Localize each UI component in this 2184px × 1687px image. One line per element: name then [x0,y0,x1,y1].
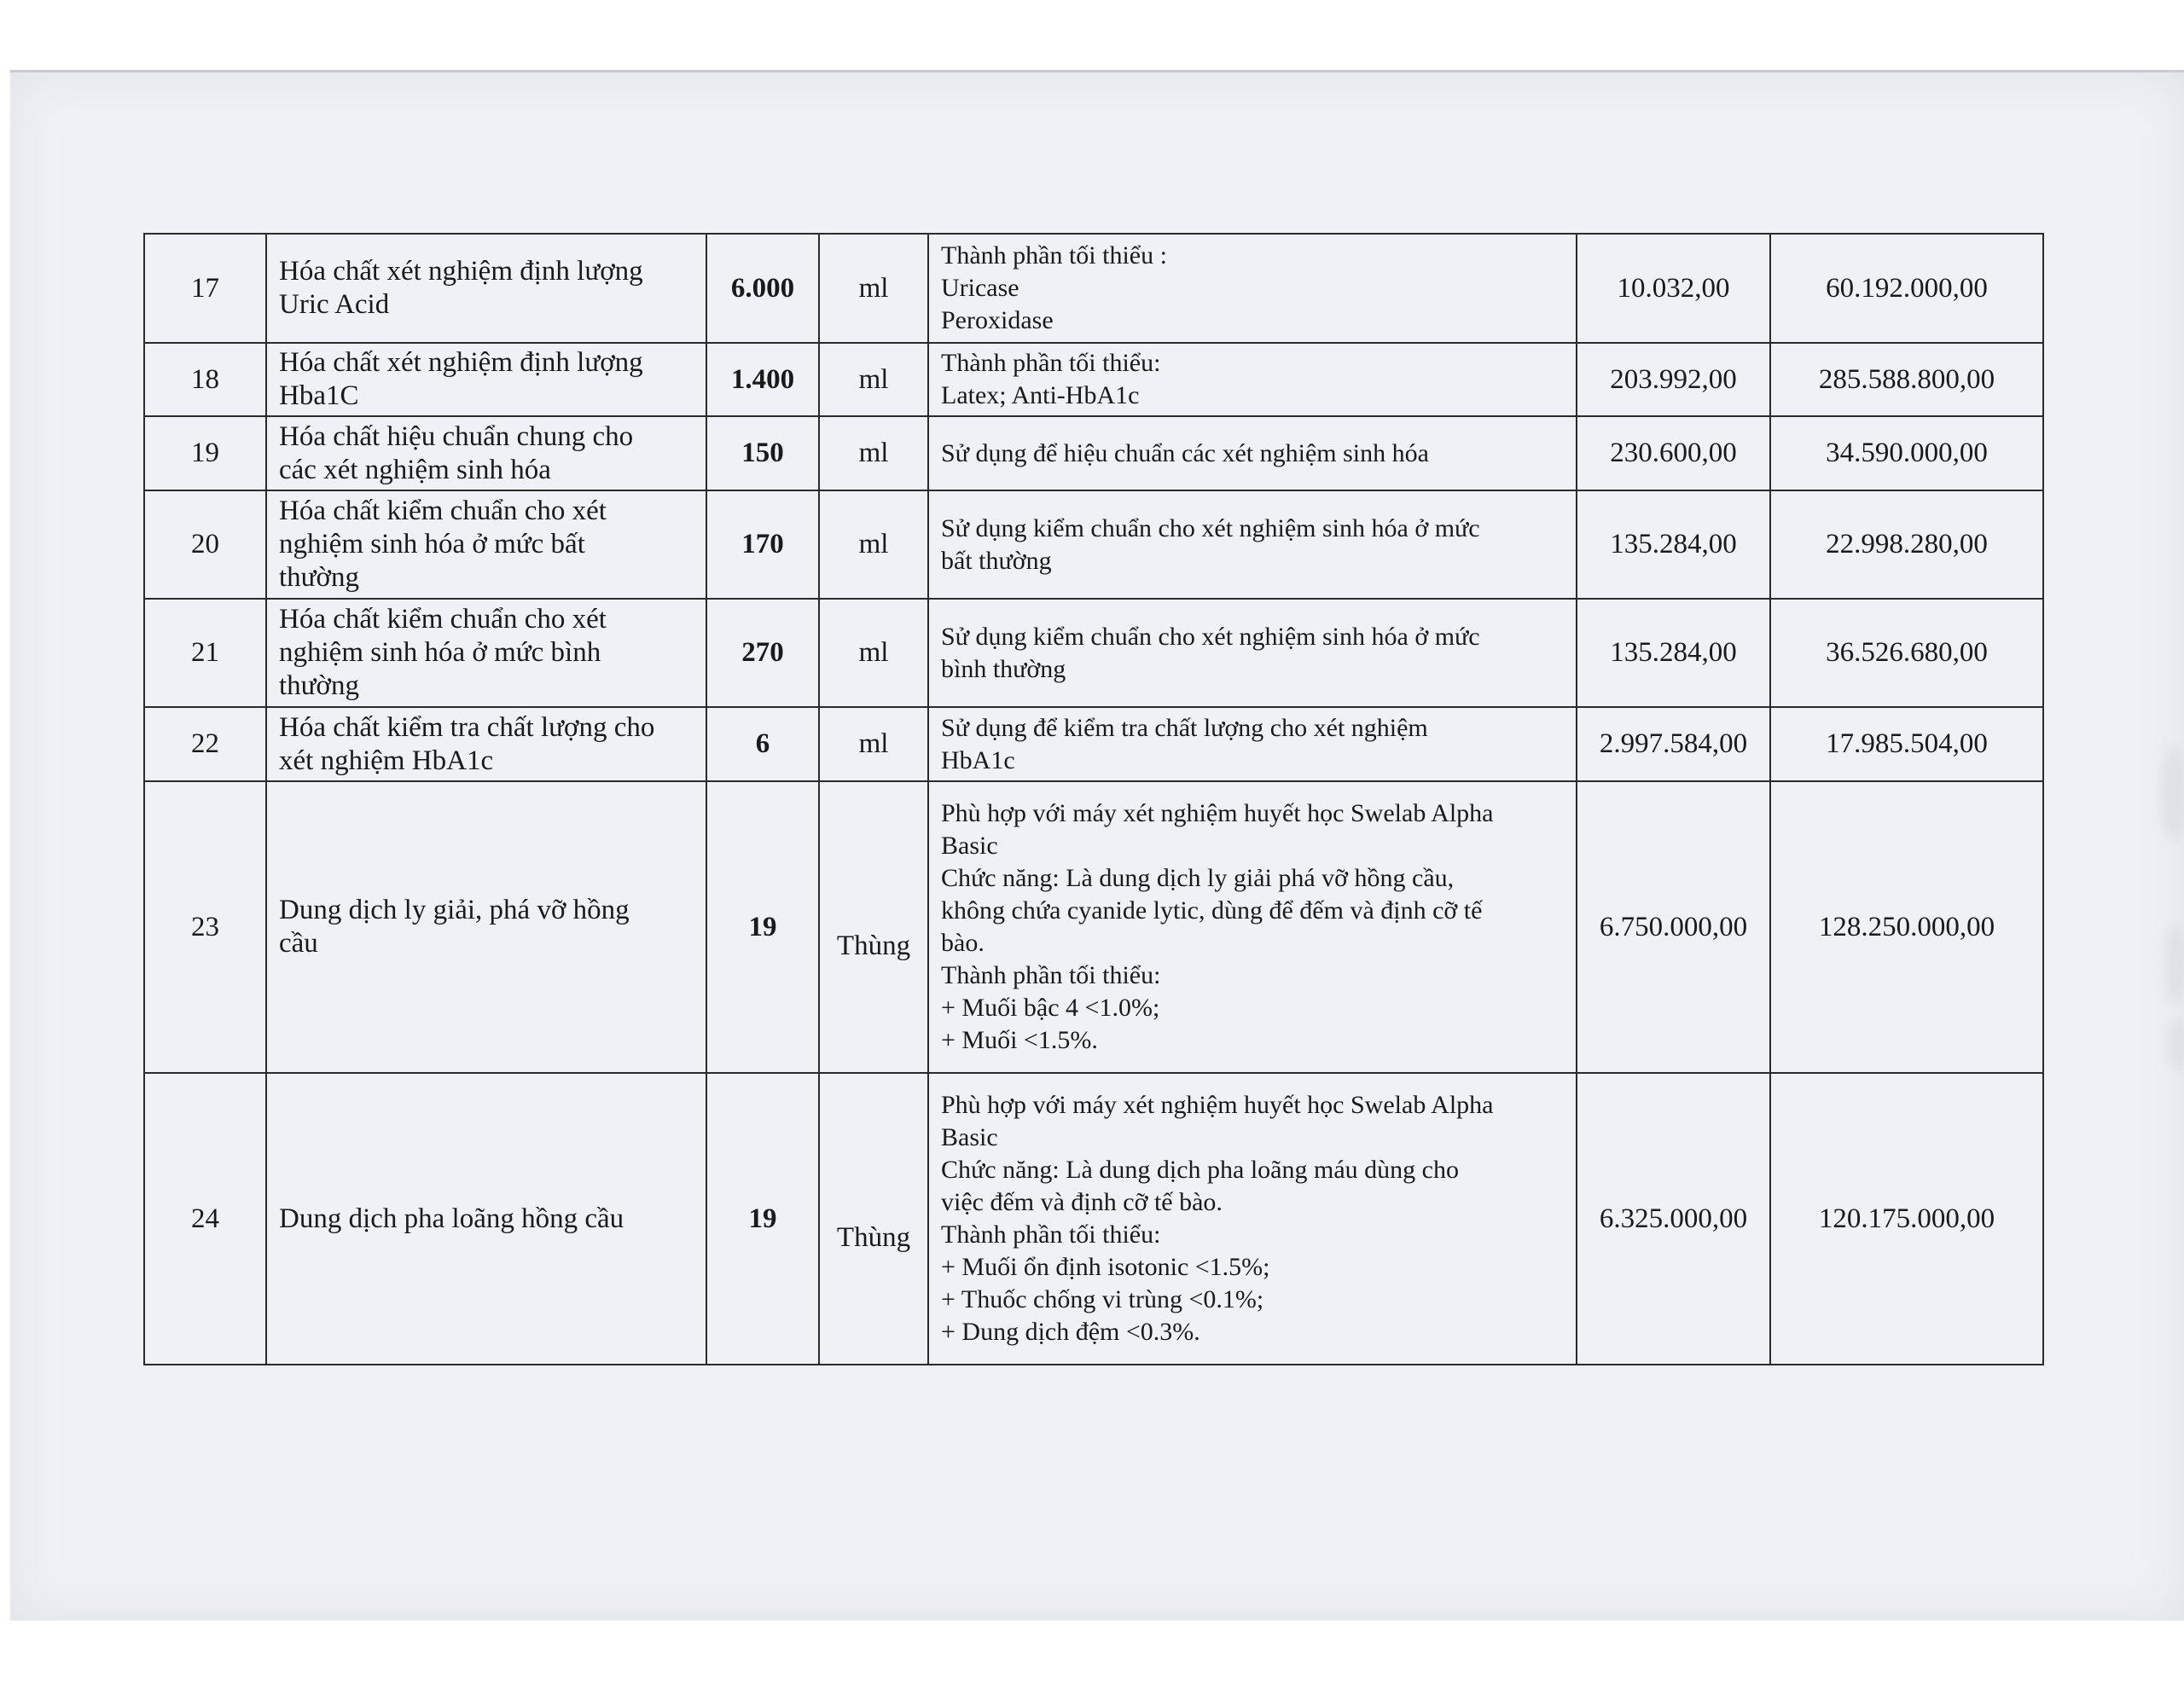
table-row [144,490,2043,599]
unit-price-cell [1577,1073,1770,1365]
cell-text: + Thuốc chống vi trùng <0.1%; [941,1285,1264,1313]
specification-cell [928,599,1577,707]
cell-text: 230.600,00 [1610,438,1737,468]
unit-cell [819,1073,928,1365]
cell-text: ml [858,438,889,468]
cell-text: 6 [755,728,770,759]
table-row [144,707,2043,781]
row-number-cell [144,781,266,1073]
cell-text: Thùng [836,1221,911,1253]
cell-text: ml [858,728,889,759]
cell-text: 22 [191,728,219,759]
unit-cell [819,707,928,781]
cell-text: 19 [748,1203,777,1234]
quantity-cell [706,781,819,1073]
cell-text: HbA1c [941,745,1015,774]
cell-text: việc đếm và định cỡ tế bào. [941,1188,1223,1216]
scan-smudge [2160,746,2184,840]
cell-text: 24 [191,1203,219,1234]
cell-text: nghiệm sinh hóa ở mức bất [279,529,585,559]
cell-text: 17.985.504,00 [1826,728,1988,759]
table-row [144,599,2043,707]
cell-text: Hba1C [279,380,359,411]
cell-text: Hóa chất xét nghiệm định lượng [279,347,643,378]
row-number-cell [144,490,266,599]
cell-text: 285.588.800,00 [1818,363,1995,395]
cell-text: Chức năng: Là dung dịch ly giải phá vỡ hồng cầu, [941,864,1455,892]
item-name-cell [266,490,706,599]
row-number-cell [144,599,266,707]
item-name-cell [266,1073,706,1365]
item-name-cell [266,343,706,416]
unit-cell [819,490,928,599]
row-number-cell [144,234,266,343]
cell-text: 170 [741,529,784,559]
table-body [144,234,2043,1365]
total-amount-cell [1770,599,2043,707]
cell-text: Dung dịch pha loãng hồng cầu [279,1203,624,1234]
table-row [144,234,2043,343]
specification-cell [928,707,1577,781]
row-number-cell [144,343,266,416]
cell-text: 19 [191,438,219,468]
cell-text: cầu [279,928,318,959]
table-row [144,416,2043,490]
row-number-cell [144,416,266,490]
cell-text: Thùng [836,930,911,961]
specification-cell [928,490,1577,599]
reagent-price-table [143,233,2044,1365]
cell-text: thường [279,562,360,593]
unit-price-cell [1577,781,1770,1073]
cell-text: Thành phần tối thiểu: [941,1220,1161,1249]
total-amount-cell [1770,490,2043,599]
cell-text: các xét nghiệm sinh hóa [279,454,551,485]
quantity-cell [706,490,819,599]
cell-text: nghiệm sinh hóa ở mức bình [279,637,601,668]
scan-smudge [2169,1019,2184,1070]
unit-price-cell [1577,707,1770,781]
row-number-cell [144,707,266,781]
cell-text: Sử dụng kiểm chuẩn cho xét nghiệm sinh hóa ở mức [941,622,1480,651]
quantity-cell [706,1073,819,1365]
cell-text: Hóa chất xét nghiệm định lượng [279,256,643,287]
table-row [144,343,2043,416]
total-amount-cell [1770,416,2043,490]
cell-text: 17 [191,272,219,304]
item-name-cell [266,707,706,781]
cell-text: ml [858,637,889,668]
item-name-cell [266,781,706,1073]
cell-text: bình thường [941,654,1066,683]
specification-cell [928,234,1577,343]
cell-text: 23 [191,911,219,942]
cell-text: 22.998.280,00 [1826,529,1988,559]
cell-text: Sử dụng để kiểm tra chất lượng cho xét nghiệm [941,713,1428,742]
cell-text: Phù hợp với máy xét nghiệm huyết học Swelab Alpha [941,799,1494,827]
cell-text: ml [858,529,889,559]
total-amount-cell [1770,781,2043,1073]
cell-text: không chứa cyanide lytic, dùng để đếm và định cỡ tế [941,896,1483,925]
cell-text: 60.192.000,00 [1826,272,1988,304]
cell-text: 135.284,00 [1610,637,1737,668]
specification-cell [928,1073,1577,1365]
cell-text: thường [279,670,360,701]
cell-text: xét nghiệm HbA1c [279,745,494,776]
unit-cell [819,781,928,1073]
total-amount-cell [1770,1073,2043,1365]
cell-text: 128.250.000,00 [1818,911,1995,942]
cell-text: Uric Acid [279,289,390,320]
cell-text: 270 [741,637,784,668]
unit-price-cell [1577,599,1770,707]
cell-text: 6.750.000,00 [1599,911,1748,942]
unit-cell [819,343,928,416]
cell-text: 18 [191,363,219,395]
quantity-cell [706,599,819,707]
cell-text: bất thường [941,546,1052,575]
total-amount-cell [1770,707,2043,781]
item-name-cell [266,234,706,343]
unit-price-cell [1577,343,1770,416]
cell-text: Hóa chất kiểm chuẩn cho xét [279,604,607,635]
unit-price-cell [1577,490,1770,599]
cell-text: Basic [941,1123,998,1151]
cell-text: 120.175.000,00 [1818,1203,1995,1234]
unit-cell [819,234,928,343]
cell-text: Uricase [941,274,1019,302]
unit-cell [819,599,928,707]
quantity-cell [706,416,819,490]
quantity-cell [706,707,819,781]
cell-text: 6.325.000,00 [1599,1203,1748,1234]
cell-text: Thành phần tối thiểu : [941,241,1167,270]
specification-cell [928,343,1577,416]
unit-cell [819,416,928,490]
cell-text: Thành phần tối thiểu: [941,961,1161,989]
cell-text: Peroxidase [941,306,1054,334]
cell-text: 203.992,00 [1610,363,1737,395]
cell-text: + Muối bậc 4 <1.0%; [941,994,1160,1022]
cell-text: 10.032,00 [1617,272,1730,304]
cell-text: 6.000 [730,272,795,304]
specification-cell [928,781,1577,1073]
table-row [144,1073,2043,1365]
item-name-cell [266,599,706,707]
cell-text: 2.997.584,00 [1599,728,1748,759]
scan-smudge [2164,925,2184,1002]
cell-text: Chức năng: Là dung dịch pha loãng máu dùng cho [941,1156,1459,1184]
unit-price-cell [1577,234,1770,343]
cell-text: Hóa chất kiểm chuẩn cho xét [279,496,607,526]
cell-text: ml [858,363,889,395]
cell-text: 34.590.000,00 [1826,438,1988,468]
cell-text: bào. [941,929,985,957]
cell-text: ml [858,272,889,304]
row-number-cell [144,1073,266,1365]
cell-text: Basic [941,832,998,860]
unit-price-cell [1577,416,1770,490]
cell-text: Sử dụng kiểm chuẩn cho xét nghiệm sinh hóa ở mức [941,513,1480,542]
quantity-cell [706,343,819,416]
cell-text: 36.526.680,00 [1826,637,1988,668]
total-amount-cell [1770,234,2043,343]
cell-text: 19 [748,911,777,942]
item-name-cell [266,416,706,490]
cell-text: + Muối ổn định isotonic <1.5%; [941,1253,1270,1281]
cell-text: 1.400 [730,363,795,395]
cell-text: Sử dụng để hiệu chuẩn các xét nghiệm sinh hóa [941,438,1429,467]
specification-cell [928,416,1577,490]
cell-text: Hóa chất hiệu chuẩn chung cho [279,420,634,452]
cell-text: 21 [191,637,219,668]
cell-text: 135.284,00 [1610,529,1737,559]
cell-text: + Muối <1.5%. [941,1026,1098,1054]
quantity-cell [706,234,819,343]
table-row [144,781,2043,1073]
cell-text: Dung dịch ly giải, phá vỡ hồng [279,895,630,925]
cell-text: Phù hợp với máy xét nghiệm huyết học Swelab Alpha [941,1091,1494,1119]
total-amount-cell [1770,343,2043,416]
cell-text: + Dung dịch đệm <0.3%. [941,1318,1200,1346]
cell-text: Thành phần tối thiểu: [941,349,1161,377]
cell-text: Hóa chất kiểm tra chất lượng cho [279,711,655,743]
cell-text: 150 [741,438,784,468]
cell-text: Latex; Anti-HbA1c [941,381,1140,409]
cell-text: 20 [191,529,219,559]
